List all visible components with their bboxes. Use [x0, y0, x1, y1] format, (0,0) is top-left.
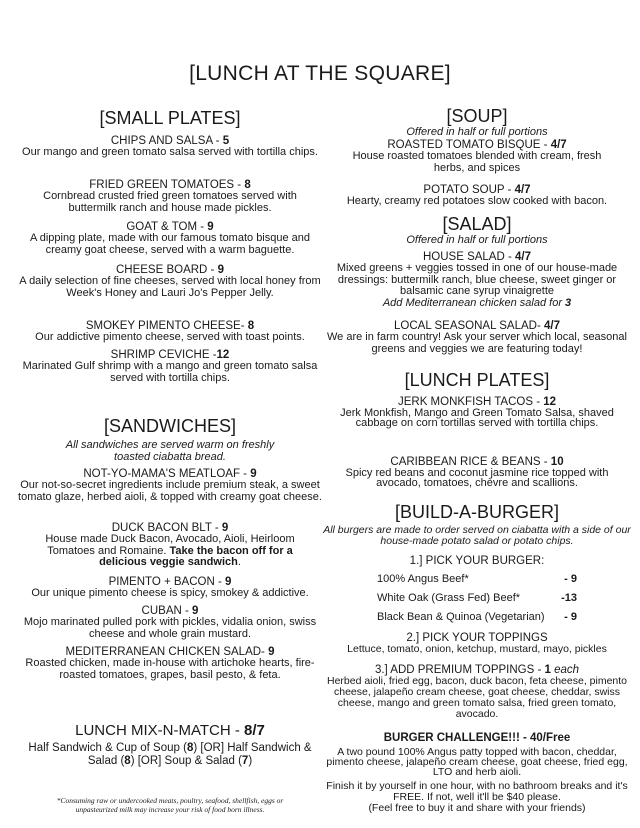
menu-item	[18, 135, 322, 159]
salad-heading: [SALAD]	[442, 214, 512, 234]
item-name: POTATO SOUP -	[423, 184, 515, 196]
burger-note: All burgers are made to order served on ciabatta with a side of our house-made potato salad or potato chips.	[323, 524, 631, 547]
item-desc: Spicy red beans and coconut jasmine rice topped with avocado, tomatoes, chèvre and scallions.	[345, 467, 609, 489]
mix-desc: ) [OR] Half Sandwich & Salad (	[87, 742, 312, 767]
item-name: NOT-YO-MAMA'S MEATLOAF -	[83, 468, 251, 480]
item-name: DUCK BACON BLT -	[111, 522, 222, 534]
option-price: - 9	[564, 611, 577, 623]
mix-price-2: 8	[124, 754, 131, 767]
disclaimer: *Consuming raw or undercooked meats, poultry, seafood, shellfish, eggs or unpasteurized milk may increase your risk of food born illness.	[56, 796, 284, 814]
step-3-title: 3.] ADD PREMIUM TOPPINGS -	[374, 664, 545, 676]
burger-option	[377, 589, 577, 608]
item-desc: We are in farm country! Ask your server which local, seasonal greens and veggies we are featuring today!	[327, 331, 627, 355]
burger-step-1: 1.] PICK YOUR BURGER:	[409, 555, 545, 567]
mix-desc: ) [OR] Soup & Salad (	[130, 754, 242, 767]
mix-price-1: 8	[186, 742, 194, 754]
menu-item	[322, 251, 632, 309]
item-price: 9	[268, 646, 275, 658]
item-name: CUBAN -	[141, 605, 193, 617]
item-price: 4/7	[515, 251, 532, 263]
item-name: ROASTED TOMATO BISQUE -	[387, 139, 551, 151]
challenge-rules: Finish it by yourself in one hour, with no bathroom breaks and it's FREE. If not, well it'll be $40 please.	[326, 780, 628, 803]
item-name: CARIBBEAN RICE & BEANS -	[390, 456, 551, 468]
option-price: -13	[561, 592, 577, 604]
item-name: PIMENTO + BACON -	[108, 576, 225, 588]
step-2-title: 2.] PICK YOUR TOPPINGS	[406, 632, 548, 644]
item-desc: Hearty, creamy red potatoes slow cooked with bacon.	[346, 195, 608, 207]
item-desc: Mixed greens + veggies tossed in one of our house-made dressings: buttermilk ranch, blue cheese, sweet ginger or balsamic cane syrup vinaigrette	[336, 262, 618, 297]
challenge-title: BURGER CHALLENGE!!! - 40/Free	[383, 732, 571, 744]
lunch-plates-heading: [LUNCH PLATES]	[404, 370, 550, 390]
item-name: LOCAL SEASONAL SALAD-	[394, 320, 544, 332]
menu-item	[18, 179, 322, 214]
burger-options	[322, 570, 632, 627]
burger-step-2	[322, 632, 632, 656]
challenge-share: (Feel free to buy it and share with your friends)	[368, 802, 586, 814]
burger-option	[377, 570, 577, 589]
item-addon: Add Mediterranean chicken salad for	[382, 296, 566, 309]
premium-toppings-list: Herbed aioli, fried egg, bacon, duck bacon, feta cheese, pimento cheese, jalapeño cream cheese, goat cheese, cheddar, swiss cheese, mango and green tomato salsa, fried green tomato, avocado.	[326, 675, 628, 720]
option-price: - 9	[564, 573, 577, 585]
menu-item	[322, 139, 632, 174]
item-name: FRIED GREEN TOMATOES -	[89, 179, 245, 191]
item-price: 8	[247, 320, 255, 332]
item-price: 4/7	[514, 184, 531, 196]
item-price: 4/7	[543, 320, 560, 332]
menu-item	[18, 605, 322, 640]
item-desc-tail: .	[237, 556, 241, 568]
step-3-each: each	[550, 664, 580, 676]
item-price: 4/7	[550, 139, 567, 151]
item-desc: Our unique pimento cheese is spicy, smokey & addictive.	[31, 587, 309, 599]
menu-item	[18, 576, 322, 600]
item-desc: Our not-so-secret ingredients include premium steak, a sweet tomato glaze, herbed aioli, & topped with creamy goat cheese.	[18, 479, 322, 503]
item-name: GOAT & TOM -	[126, 221, 208, 233]
lunch-mix-n-match	[18, 722, 322, 767]
item-price: 5	[222, 135, 230, 147]
item-price: 12	[216, 349, 230, 361]
item-desc-bold: Take the bacon off for a delicious veggie sandwich	[99, 544, 293, 568]
item-desc: A daily selection of fine cheeses, served with local honey from Week's Honey and Lauri Jo's Pepper Jelly.	[19, 275, 321, 299]
item-name: SMOKEY PIMENTO CHEESE-	[85, 320, 248, 332]
menu-title: [LUNCH AT THE SQUARE]	[189, 62, 451, 85]
mix-desc: )	[248, 754, 253, 767]
item-desc: Cornbread crusted fried green tomatoes served with buttermilk ranch and house made pickles.	[43, 190, 297, 214]
item-desc: Marinated Gulf shrimp with a mango and green tomato salsa served with tortilla chips.	[22, 360, 318, 384]
burger-step-3	[322, 664, 632, 720]
menu-item	[18, 320, 322, 344]
item-desc: Roasted chicken, made in-house with artichoke hearts, fire-roasted tomatoes, grapes, basil pesto, & feta.	[25, 657, 315, 681]
item-name: HOUSE SALAD -	[422, 251, 516, 263]
item-desc: House made Duck Bacon, Avocado, Aioli, Heirloom Tomatoes and Romaine.	[45, 533, 295, 557]
item-addon-price: 3	[565, 296, 572, 309]
mix-price: 8/7	[244, 722, 265, 739]
build-a-burger-heading: [BUILD-A-BURGER]	[394, 502, 560, 522]
menu-item	[322, 396, 632, 428]
menu-item	[18, 264, 322, 299]
item-price: 9	[225, 576, 232, 588]
item-name: SHRIMP CEVICHE -	[110, 349, 217, 361]
menu-item	[322, 456, 632, 488]
challenge-desc: A two pound 100% Angus patty topped with bacon, cheddar, pimento cheese, jalapeño cream cheese, goat cheese, fried egg, LTO and herb aioli.	[326, 746, 628, 778]
item-desc: A dipping plate, made with our famous tomato bisque and creamy goat cheese, served with a warm baguette.	[29, 232, 311, 256]
step-3-price: 1	[544, 664, 551, 676]
item-name: JERK MONKFISH TACOS -	[397, 396, 544, 408]
menu-item	[322, 320, 632, 355]
menu-item	[18, 468, 322, 503]
item-desc: House roasted tomatoes blended with cream, fresh herbs, and spices	[352, 150, 602, 174]
item-price: 9	[207, 221, 214, 233]
item-price: 8	[244, 179, 251, 191]
menu-item	[18, 646, 322, 681]
item-price: 9	[192, 605, 199, 617]
item-name: CHEESE BOARD -	[115, 264, 218, 276]
soup-heading: [SOUP]	[446, 106, 508, 126]
option-name: White Oak (Grass Fed) Beef*	[377, 592, 521, 604]
item-price: 9	[250, 468, 257, 480]
menu-item	[18, 349, 322, 384]
menu-item	[18, 221, 322, 256]
burger-option	[377, 608, 577, 627]
sandwiches-note: All sandwiches are served warm on freshly toasted ciabatta bread.	[65, 439, 275, 463]
burger-challenge	[322, 732, 632, 814]
item-price: 10	[550, 456, 564, 468]
item-desc: Our addictive pimento cheese, served with toast points.	[35, 331, 305, 343]
small-plates-heading: [SMALL PLATES]	[99, 108, 241, 128]
toppings-list: Lettuce, tomato, onion, ketchup, mustard, mayo, pickles	[347, 643, 607, 655]
mix-desc: Half Sandwich & Cup of Soup (	[28, 742, 187, 754]
item-name: MEDITERRANEAN CHICKEN SALAD-	[65, 646, 269, 658]
item-name: CHIPS AND SALSA -	[110, 135, 223, 147]
option-name: Black Bean & Quinoa (Vegetarian)	[377, 611, 545, 623]
menu-item	[322, 184, 632, 208]
menu-item	[18, 522, 322, 569]
soup-note: Offered in half or full portions	[406, 126, 548, 138]
mix-price-3: 7	[241, 754, 249, 767]
item-price: 9	[217, 264, 224, 276]
salad-note: Offered in half or full portions	[406, 234, 548, 246]
item-price: 9	[221, 522, 229, 534]
item-desc: Jerk Monkfish, Mango and Green Tomato Salsa, shaved cabbage on corn tortillas served with tortilla chips.	[340, 407, 614, 429]
option-name: 100% Angus Beef*	[377, 573, 469, 585]
item-price: 12	[543, 396, 557, 408]
sandwiches-heading: [SANDWICHES]	[103, 416, 236, 436]
item-desc: Our mango and green tomato salsa served with tortilla chips.	[22, 146, 318, 158]
item-desc: Mojo marinated pulled pork with pickles, vidalia onion, swiss cheese and whole grain mustard.	[23, 616, 317, 640]
mix-name: LUNCH MIX-N-MATCH -	[75, 722, 244, 739]
